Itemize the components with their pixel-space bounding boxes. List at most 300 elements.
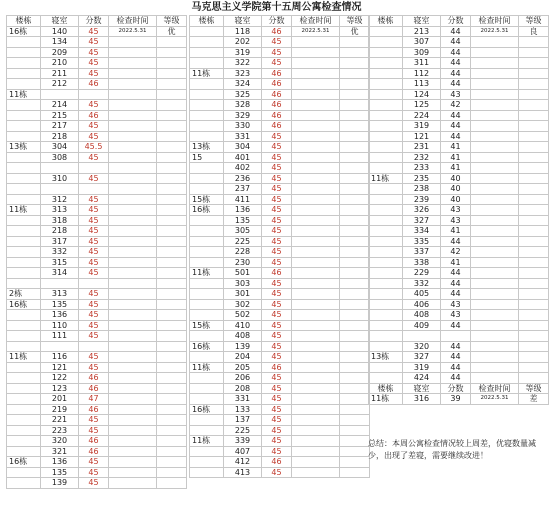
date-cell <box>109 341 157 352</box>
table-row <box>190 299 370 310</box>
date-cell <box>471 226 519 237</box>
building-cell <box>369 79 403 90</box>
table-row <box>190 404 370 415</box>
score-cell: 45 <box>262 331 292 342</box>
room-cell: 229 <box>403 268 441 279</box>
date-cell <box>471 320 519 331</box>
room-cell: 212 <box>41 79 79 90</box>
score-cell: 46 <box>79 79 109 90</box>
date-cell <box>292 467 340 478</box>
room-cell: 121 <box>403 131 441 142</box>
room-cell: 412 <box>224 457 262 468</box>
building-cell: 15栋 <box>190 320 224 331</box>
footer-header-row <box>369 383 549 394</box>
room-cell: 208 <box>224 383 262 394</box>
score-cell: 46 <box>262 89 292 100</box>
score-cell: 44 <box>441 131 471 142</box>
grade-cell <box>157 478 187 489</box>
date-cell <box>292 173 340 184</box>
table-row <box>7 467 187 478</box>
room-cell: 309 <box>403 47 441 58</box>
building-cell <box>7 152 41 163</box>
date-cell <box>292 37 340 48</box>
table-row <box>369 79 549 90</box>
grade-cell <box>340 100 370 111</box>
room-cell: 210 <box>41 58 79 69</box>
score-cell: 44 <box>441 362 471 373</box>
score-cell: 46 <box>79 110 109 121</box>
building-cell <box>190 383 224 394</box>
column-header: 分数 <box>79 16 109 27</box>
grade-cell <box>157 236 187 247</box>
table-row <box>190 121 370 132</box>
table-row <box>369 310 549 321</box>
date-cell <box>471 289 519 300</box>
date-cell <box>292 457 340 468</box>
table-row <box>369 236 549 247</box>
date-cell <box>292 58 340 69</box>
page-title: 马克思主义学院第十五周公寓检查情况 <box>191 2 362 13</box>
table-row <box>7 478 187 489</box>
room-cell: 239 <box>403 194 441 205</box>
grade-cell <box>340 268 370 279</box>
score-cell: 44 <box>441 58 471 69</box>
grade-cell <box>340 320 370 331</box>
date-cell <box>471 194 519 205</box>
building-cell <box>190 299 224 310</box>
table-row <box>369 121 549 132</box>
date-cell <box>471 184 519 195</box>
grade-cell <box>157 163 187 174</box>
building-cell <box>7 331 41 342</box>
building-cell <box>369 68 403 79</box>
room-cell: 228 <box>224 247 262 258</box>
room-cell: 305 <box>224 226 262 237</box>
building-cell <box>7 37 41 48</box>
table-row <box>7 383 187 394</box>
date-cell <box>109 373 157 384</box>
room-cell: 304 <box>41 142 79 153</box>
table-row <box>190 352 370 363</box>
table-row <box>369 215 549 226</box>
score-cell: 45 <box>79 247 109 258</box>
table-row <box>369 205 549 216</box>
room-cell: 124 <box>403 89 441 100</box>
building-cell <box>7 446 41 457</box>
room-cell: 319 <box>224 47 262 58</box>
grade-cell <box>340 436 370 447</box>
room-cell: 135 <box>224 215 262 226</box>
grade-cell <box>519 121 549 132</box>
score-cell: 45 <box>262 226 292 237</box>
date-cell <box>292 257 340 268</box>
grade-cell <box>157 352 187 363</box>
building-cell <box>369 152 403 163</box>
grade-cell <box>157 247 187 258</box>
table-row <box>7 247 187 258</box>
building-cell <box>190 394 224 405</box>
table-row <box>190 194 370 205</box>
table-row <box>369 257 549 268</box>
table-row <box>190 289 370 300</box>
room-cell: 238 <box>403 184 441 195</box>
table-row <box>7 215 187 226</box>
grade-cell <box>340 352 370 363</box>
column-header: 检查时间 <box>109 16 157 27</box>
grade-cell <box>340 467 370 478</box>
room-cell: 324 <box>224 79 262 90</box>
grade-cell <box>157 268 187 279</box>
room-cell: 232 <box>403 152 441 163</box>
room-cell: 206 <box>224 373 262 384</box>
grade-cell <box>519 89 549 100</box>
building-cell <box>369 310 403 321</box>
building-cell <box>369 142 403 153</box>
column-header: 寝室 <box>403 16 441 27</box>
column-header: 寝室 <box>41 16 79 27</box>
grade-cell <box>519 331 549 342</box>
date-cell <box>109 58 157 69</box>
table-row <box>190 373 370 384</box>
grade-cell: 差 <box>519 394 549 405</box>
score-cell: 45 <box>79 100 109 111</box>
grade-cell <box>157 110 187 121</box>
grade-cell <box>157 436 187 447</box>
building-cell <box>369 247 403 258</box>
building-cell <box>7 257 41 268</box>
building-cell: 16栋 <box>7 457 41 468</box>
score-cell: 44 <box>441 110 471 121</box>
column-header: 等级 <box>519 383 549 394</box>
date-cell <box>292 362 340 373</box>
grade-cell <box>157 184 187 195</box>
grade-cell <box>519 299 549 310</box>
building-cell <box>190 425 224 436</box>
date-cell <box>471 89 519 100</box>
room-cell <box>41 184 79 195</box>
grade-cell <box>157 89 187 100</box>
table-row <box>190 142 370 153</box>
header-row <box>190 16 370 27</box>
room-cell: 329 <box>224 110 262 121</box>
score-cell: 45 <box>262 436 292 447</box>
date-cell <box>471 58 519 69</box>
table-row <box>7 131 187 142</box>
date-cell <box>471 310 519 321</box>
score-cell: 43 <box>441 299 471 310</box>
room-cell: 406 <box>403 299 441 310</box>
score-cell: 45 <box>79 425 109 436</box>
column-header: 寝室 <box>224 16 262 27</box>
table-row <box>190 383 370 394</box>
building-cell <box>369 320 403 331</box>
room-cell: 330 <box>224 121 262 132</box>
table-row <box>190 257 370 268</box>
date-cell <box>109 163 157 174</box>
room-cell: 402 <box>224 163 262 174</box>
date-cell <box>471 163 519 174</box>
table-row <box>190 394 370 405</box>
room-cell: 116 <box>41 352 79 363</box>
room-cell: 328 <box>224 100 262 111</box>
date-cell: 2022.5.31 <box>471 26 519 37</box>
table-row <box>369 173 549 184</box>
building-cell <box>369 373 403 384</box>
room-cell: 327 <box>403 215 441 226</box>
grade-cell <box>340 58 370 69</box>
building-cell <box>7 478 41 489</box>
score-cell: 45 <box>262 163 292 174</box>
building-cell <box>369 100 403 111</box>
table-row <box>7 79 187 90</box>
building-cell: 11栋 <box>369 173 403 184</box>
date-cell <box>109 278 157 289</box>
building-cell <box>190 257 224 268</box>
building-cell <box>190 26 224 37</box>
grade-cell <box>519 341 549 352</box>
room-cell: 225 <box>224 425 262 436</box>
building-cell <box>369 215 403 226</box>
table-row <box>190 415 370 426</box>
room-cell: 411 <box>224 194 262 205</box>
building-cell <box>369 89 403 100</box>
room-cell: 209 <box>41 47 79 58</box>
date-cell <box>109 289 157 300</box>
grade-cell <box>340 247 370 258</box>
date-cell <box>471 215 519 226</box>
score-cell: 45 <box>79 205 109 216</box>
building-cell <box>190 100 224 111</box>
date-cell <box>109 47 157 58</box>
date-cell <box>292 152 340 163</box>
table-row <box>190 89 370 100</box>
score-cell: 45 <box>262 37 292 48</box>
building-cell <box>369 110 403 121</box>
score-cell: 45 <box>79 467 109 478</box>
date-cell <box>471 152 519 163</box>
score-cell: 45 <box>262 173 292 184</box>
room-cell: 317 <box>41 236 79 247</box>
table-row <box>7 331 187 342</box>
date-cell <box>292 352 340 363</box>
room-cell: 231 <box>403 142 441 153</box>
table-row <box>369 289 549 300</box>
room-cell: 410 <box>224 320 262 331</box>
room-cell: 111 <box>41 331 79 342</box>
score-cell: 45 <box>262 194 292 205</box>
room-cell: 401 <box>224 152 262 163</box>
building-cell <box>369 341 403 352</box>
score-cell: 46 <box>262 79 292 90</box>
building-cell <box>7 236 41 247</box>
score-cell: 45 <box>262 289 292 300</box>
table-row <box>7 436 187 447</box>
grade-cell <box>157 362 187 373</box>
score-cell: 46 <box>262 68 292 79</box>
table-row <box>190 79 370 90</box>
table-row <box>369 47 549 58</box>
room-cell: 218 <box>41 226 79 237</box>
table-row <box>7 394 187 405</box>
grade-cell <box>157 278 187 289</box>
table-left <box>6 15 187 489</box>
table-row <box>7 205 187 216</box>
building-cell: 16栋 <box>190 404 224 415</box>
building-cell <box>7 194 41 205</box>
score-cell: 45 <box>262 383 292 394</box>
score-cell: 45 <box>262 467 292 478</box>
room-cell: 221 <box>41 415 79 426</box>
table-row <box>190 436 370 447</box>
score-cell: 44 <box>441 268 471 279</box>
date-cell <box>471 331 519 342</box>
room-cell: 302 <box>224 299 262 310</box>
room-cell: 337 <box>403 247 441 258</box>
date-cell <box>109 299 157 310</box>
building-cell <box>190 173 224 184</box>
column-header: 检查时间 <box>471 383 519 394</box>
building-cell <box>7 268 41 279</box>
date-cell <box>109 131 157 142</box>
date-cell <box>471 121 519 132</box>
date-cell <box>109 226 157 237</box>
grade-cell <box>340 257 370 268</box>
room-cell: 326 <box>403 205 441 216</box>
grade-cell <box>519 142 549 153</box>
grade-cell <box>157 226 187 237</box>
table-row <box>7 341 187 352</box>
date-cell <box>471 257 519 268</box>
building-cell <box>7 100 41 111</box>
date-cell <box>109 100 157 111</box>
date-cell <box>109 257 157 268</box>
building-cell <box>190 121 224 132</box>
room-cell: 307 <box>403 37 441 48</box>
score-cell: 41 <box>441 226 471 237</box>
building-cell <box>190 110 224 121</box>
score-cell: 45 <box>262 131 292 142</box>
grade-cell <box>157 331 187 342</box>
room-cell: 214 <box>41 100 79 111</box>
date-cell <box>471 236 519 247</box>
grade-cell <box>519 152 549 163</box>
room-cell: 322 <box>224 58 262 69</box>
table-middle <box>189 15 370 478</box>
date-cell <box>471 100 519 111</box>
room-cell: 314 <box>41 268 79 279</box>
date-cell <box>292 415 340 426</box>
table-row <box>7 352 187 363</box>
score-cell: 45 <box>79 47 109 58</box>
grade-cell <box>340 278 370 289</box>
score-cell <box>441 331 471 342</box>
grade-cell <box>519 58 549 69</box>
room-cell: 338 <box>403 257 441 268</box>
building-cell <box>369 194 403 205</box>
date-cell <box>109 436 157 447</box>
score-cell: 46 <box>262 362 292 373</box>
score-cell: 45 <box>262 205 292 216</box>
score-cell: 46 <box>79 436 109 447</box>
grade-cell <box>157 142 187 153</box>
room-cell: 332 <box>41 247 79 258</box>
table-row <box>369 194 549 205</box>
table-row <box>369 247 549 258</box>
building-cell: 11栋 <box>190 436 224 447</box>
date-cell <box>109 446 157 457</box>
table-row <box>7 257 187 268</box>
date-cell <box>292 89 340 100</box>
date-cell <box>109 68 157 79</box>
grade-cell <box>157 100 187 111</box>
score-cell <box>79 163 109 174</box>
table-row <box>369 268 549 279</box>
room-cell: 502 <box>224 310 262 321</box>
score-cell: 45 <box>262 341 292 352</box>
column-header: 等级 <box>519 16 549 27</box>
table-row <box>190 173 370 184</box>
grade-cell <box>157 415 187 426</box>
score-cell: 45 <box>262 215 292 226</box>
table-row <box>369 26 549 37</box>
score-cell: 45 <box>79 289 109 300</box>
date-cell <box>292 184 340 195</box>
table-row <box>369 37 549 48</box>
building-cell: 13栋 <box>369 352 403 363</box>
table-row <box>369 110 549 121</box>
date-cell <box>292 131 340 142</box>
score-cell: 45 <box>79 152 109 163</box>
table-row <box>190 268 370 279</box>
date-cell <box>109 362 157 373</box>
grade-cell <box>157 446 187 457</box>
room-cell: 315 <box>41 257 79 268</box>
date-cell <box>292 194 340 205</box>
grade-cell <box>340 194 370 205</box>
table-row <box>7 184 187 195</box>
date-cell <box>292 268 340 279</box>
date-cell <box>292 278 340 289</box>
table-row <box>369 163 549 174</box>
grade-cell <box>340 404 370 415</box>
score-cell: 41 <box>441 142 471 153</box>
room-cell: 136 <box>41 457 79 468</box>
building-cell <box>190 37 224 48</box>
score-cell: 45 <box>262 415 292 426</box>
table-row <box>369 320 549 331</box>
table-row <box>190 47 370 58</box>
grade-cell <box>519 247 549 258</box>
score-cell: 45 <box>79 121 109 132</box>
date-cell <box>109 37 157 48</box>
room-cell: 235 <box>403 173 441 184</box>
score-cell: 46 <box>79 383 109 394</box>
building-cell <box>7 383 41 394</box>
room-cell: 304 <box>224 142 262 153</box>
grade-cell <box>340 226 370 237</box>
date-cell <box>292 163 340 174</box>
room-cell: 237 <box>224 184 262 195</box>
date-cell <box>292 299 340 310</box>
room-cell: 136 <box>41 310 79 321</box>
table-row <box>7 278 187 289</box>
grade-cell <box>340 415 370 426</box>
grade-cell <box>519 110 549 121</box>
grade-cell <box>157 215 187 226</box>
date-cell <box>471 205 519 216</box>
grade-cell <box>340 110 370 121</box>
room-cell: 233 <box>403 163 441 174</box>
